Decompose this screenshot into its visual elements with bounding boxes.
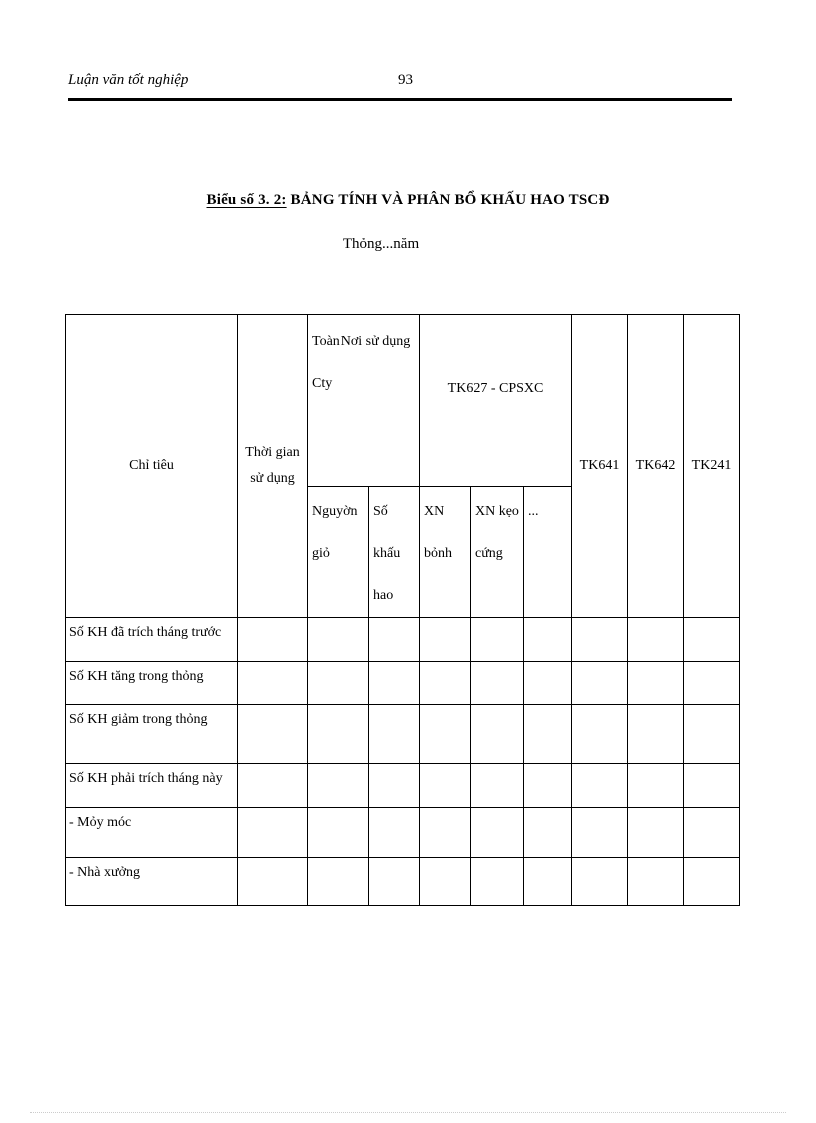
header-xn-banh: XN bỏnh (420, 487, 471, 618)
document-title (0, 192, 816, 209)
row-label: Số KH phải trích tháng này (66, 764, 238, 808)
title-main: BẢNG TÍNH VÀ PHÂN BỔ KHẤU HAO TSCĐ (286, 192, 610, 208)
header-toan-cty: Toàn Cty (312, 334, 340, 391)
header-xn-keo: XN kẹo cứng (471, 487, 524, 618)
header-thoi-gian: Thời gian sử dụng (238, 315, 308, 618)
row-label: Số KH giảm trong thỏng (66, 705, 238, 764)
document-subtitle: Thỏng...năm (342, 236, 420, 252)
running-header-title: Luận văn tốt nghiệp (68, 72, 189, 88)
footer-divider (30, 1112, 786, 1113)
header-so-khau-hao: Số khấu hao (369, 487, 420, 618)
row-label: - Mỏy móc (66, 808, 238, 858)
title-prefix: Biểu số 3. 2: (206, 192, 287, 208)
header-chi-tieu: Chỉ tiêu (66, 315, 238, 618)
header-nguyen-gia: Nguyờn giỏ (308, 487, 369, 618)
header-tk641: TK641 (572, 315, 628, 618)
row-label: - Nhà xưởng (66, 858, 238, 906)
row-label: Số KH đã trích tháng trước (66, 618, 238, 662)
header-noi-su-dung-cell (308, 315, 420, 487)
header-tk627: TK627 - CPSXC (420, 315, 572, 487)
header-rule (68, 98, 732, 101)
header-noi-su-dung: Nơi sử dụng (340, 334, 411, 349)
row-label: Số KH tăng trong thỏng (66, 662, 238, 705)
depreciation-table (65, 314, 740, 906)
header-etc: ... (524, 487, 572, 618)
header-tk241: TK241 (684, 315, 740, 618)
header-tk642: TK642 (628, 315, 684, 618)
page-number: 93 (398, 72, 413, 88)
